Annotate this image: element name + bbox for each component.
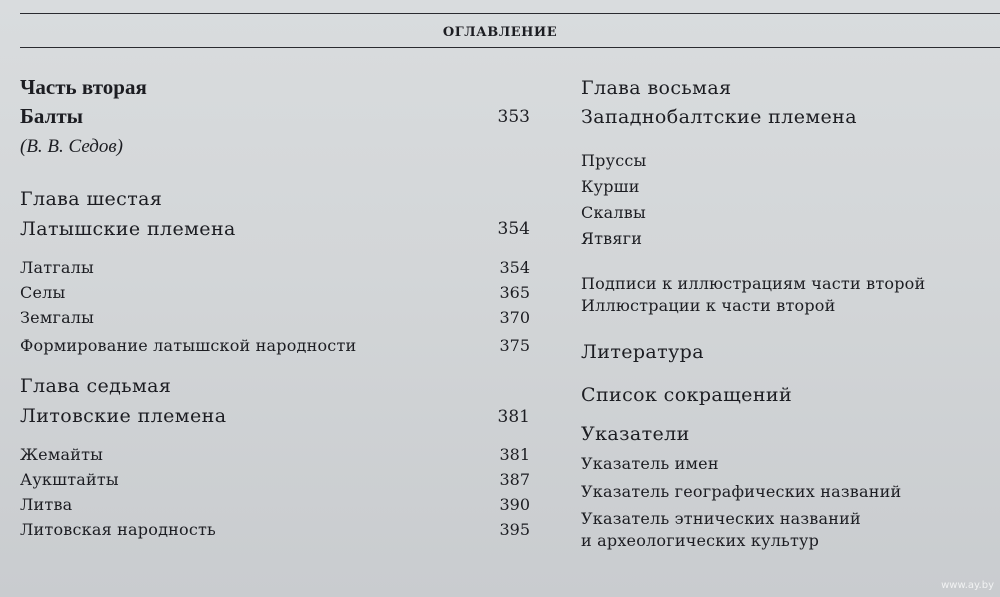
toc-page-latgaly: 354: [499, 258, 530, 277]
chapter-6-title: Латышские племена: [20, 218, 236, 240]
part-name: Балты: [20, 104, 84, 128]
chapter-7-label: Глава седьмая: [20, 375, 172, 397]
toc-entry-sely: Селы: [20, 283, 66, 302]
toc-entry-latgaly: Латгалы: [20, 258, 94, 277]
toc-entry-latvian-nationality: Формирование латышской народности: [20, 336, 357, 355]
toc-entry-zhemaity: Жемайты: [20, 445, 104, 464]
toc-page-lithuanian-nationality: 395: [499, 520, 530, 539]
toc-entry-yatvyagi: Ятвяги: [581, 229, 643, 248]
toc-entry-indexes: Указатели: [581, 423, 690, 445]
toc-entry-index-geographic: Указатель географических названий: [581, 482, 902, 501]
toc-entry-prussy: Пруссы: [581, 151, 647, 170]
toc-page-sely: 365: [499, 283, 530, 302]
toc-entry-index-names: Указатель имен: [581, 454, 719, 473]
part-page-number: 353: [497, 107, 530, 127]
toc-page-litva: 390: [499, 495, 530, 514]
toc-entry-captions: Подписи к иллюстрациям части второй: [581, 274, 926, 293]
header-rule: [20, 47, 1000, 48]
toc-entry-aukshtaity: Аукштайты: [20, 470, 119, 489]
part-authors: (В. В. Седов): [20, 136, 123, 157]
toc-entry-skalvy: Скалвы: [581, 203, 646, 222]
toc-entry-litva: Литва: [20, 495, 73, 514]
toc-entry-illustrations: Иллюстрации к части второй: [581, 296, 836, 315]
toc-entry-index-ethnic-cont: и археологических культур: [581, 531, 820, 550]
toc-page-zemgaly: 370: [499, 308, 530, 327]
chapter-6-page: 354: [497, 219, 530, 239]
toc-page-latvian-nationality: 375: [499, 336, 530, 355]
chapter-8-label: Глава восьмая: [581, 77, 732, 99]
toc-entry-index-ethnic: Указатель этнических названий: [581, 509, 861, 528]
toc-entry-abbreviations: Список сокращений: [581, 384, 793, 406]
toc-page-aukshtaity: 387: [499, 470, 530, 489]
toc-entry-zemgaly: Земгалы: [20, 308, 95, 327]
top-rule: [20, 13, 1000, 14]
watermark: www.ay.by: [941, 580, 994, 591]
toc-entry-kurshi: Курши: [581, 177, 640, 196]
chapter-7-page: 381: [497, 407, 530, 427]
toc-page-zhemaity: 381: [499, 445, 530, 464]
toc-entry-lithuanian-nationality: Литовская народность: [20, 520, 216, 539]
page-header-title: ОГЛАВЛЕНИЕ: [442, 25, 558, 40]
toc-entry-literature: Литература: [581, 341, 704, 363]
chapter-6-label: Глава шестая: [20, 188, 163, 210]
part-label: Часть вторая: [20, 75, 147, 99]
chapter-7-title: Литовские племена: [20, 405, 227, 427]
chapter-8-title: Западнобалтские племена: [581, 106, 857, 128]
